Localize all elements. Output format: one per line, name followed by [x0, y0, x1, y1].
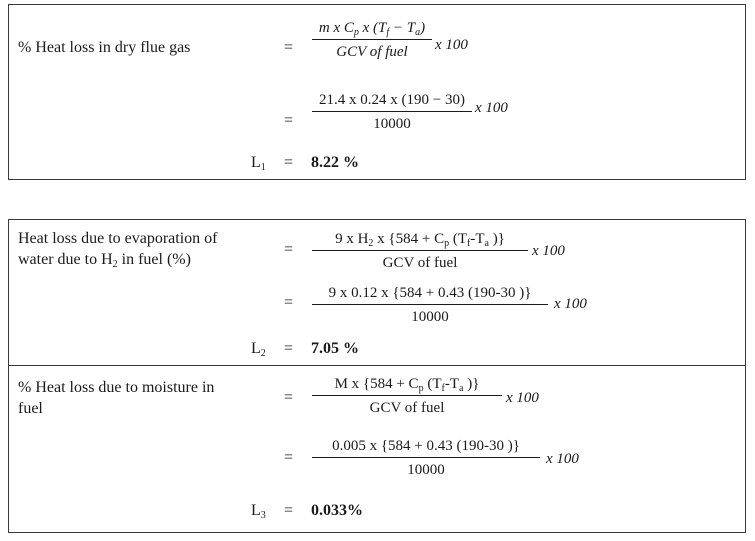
evaporation-label-line1: Heat loss due to evaporation of	[18, 230, 218, 247]
loss-symbol-l1: $L_1$	[251, 154, 266, 173]
moisture-formula	[312, 375, 502, 417]
loss-value-l2: 7.05 %	[311, 340, 359, 357]
multiplier: x 100	[532, 243, 565, 259]
equals-sign: =	[284, 154, 294, 171]
loss-value-l3: 0.033%	[311, 502, 363, 519]
fraction-bar	[312, 111, 472, 112]
equals-sign: =	[284, 502, 294, 519]
fraction-bar	[312, 304, 548, 305]
equals-sign: =	[284, 449, 294, 466]
fraction-bar	[312, 395, 502, 396]
loss-symbol-l3: $L_3$	[251, 502, 266, 521]
equals-sign: =	[284, 39, 294, 56]
evaporation-formula	[312, 230, 528, 272]
equals-sign: =	[284, 340, 294, 357]
moisture-substitution	[312, 437, 540, 479]
multiplier: x 100	[554, 296, 587, 312]
fraction-bar	[312, 457, 540, 458]
multiplier: x 100	[506, 390, 539, 406]
equals-sign: =	[284, 389, 294, 406]
substitution-denominator: 10000	[407, 462, 445, 478]
substitution-denominator: 10000	[411, 309, 449, 325]
multiplier: x 100	[546, 451, 579, 467]
evaporation-substitution	[312, 284, 548, 326]
substitution-denominator: 10000	[373, 116, 411, 132]
multiplier: x 100	[435, 37, 468, 53]
dry-flue-gas-substitution	[312, 91, 472, 133]
dry-flue-gas-formula	[312, 19, 432, 61]
formula-numerator: 9 x $H_2$ x {$584 + C_p$ ($T_f-T_a$ )}	[335, 231, 505, 249]
moisture-label-line1: % Heat loss due to moisture in	[18, 379, 215, 396]
fraction-bar	[312, 39, 432, 40]
equals-sign: =	[284, 112, 294, 129]
substitution-numerator: 0.005 x {584 + 0.43 (190-30 )}	[332, 438, 520, 454]
equals-sign: =	[284, 294, 294, 311]
evaporation-moisture-box	[8, 219, 746, 533]
moisture-label-line2: fuel	[18, 400, 43, 417]
substitution-numerator: 9 x 0.12 x {584 + 0.43 (190-30 )}	[328, 285, 532, 301]
equals-sign: =	[284, 241, 294, 258]
formula-numerator: m x $C_p$ x $(T_f - T_a)$	[318, 20, 426, 38]
loss-value-l1: 8.22 %	[311, 154, 359, 171]
section-divider	[9, 365, 745, 366]
evaporation-label-line2: water due to $H_2$ in fuel (%)	[18, 251, 191, 270]
multiplier: x 100	[475, 100, 508, 116]
formula-denominator: GCV of fuel	[336, 44, 408, 60]
formula-numerator: M x {$584 + C_p$ ($T_f-T_a$ )}	[334, 376, 480, 394]
loss-symbol-l2: $L_2$	[251, 340, 266, 359]
formula-denominator: GCV of fuel	[369, 400, 445, 416]
dry-flue-gas-label: % Heat loss in dry flue gas	[18, 39, 191, 56]
fraction-bar	[312, 250, 528, 251]
formula-denominator: GCV of fuel	[382, 255, 458, 271]
dry-flue-gas-box	[8, 4, 746, 180]
substitution-numerator: 21.4 x 0.24 x (190 − 30)	[319, 92, 465, 108]
